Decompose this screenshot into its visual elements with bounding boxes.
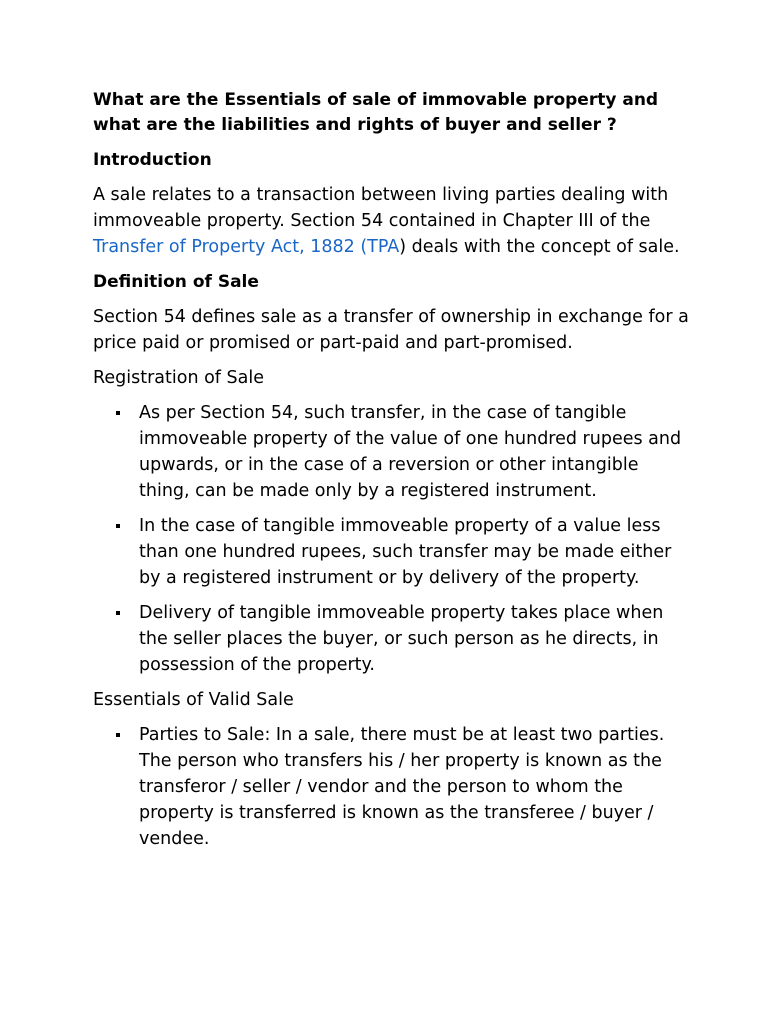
list-item xyxy=(93,722,693,852)
document-title: What are the Essentials of sale of immovable property and what are the liabilities and rights of buyer and seller ? xyxy=(93,90,659,135)
bullet-icon xyxy=(116,611,120,615)
registration-heading: Registration of Sale xyxy=(93,368,264,388)
intro-text-before-link: A sale relates to a transaction between living parties dealing with immoveable property. Section 54 contained in Chapter III of the xyxy=(93,185,669,231)
definition-heading: Definition of Sale xyxy=(93,272,259,292)
bullet-icon xyxy=(116,411,120,415)
list-item xyxy=(93,600,693,678)
bullet-icon xyxy=(116,524,120,528)
list-item-text: Parties to Sale: In a sale, there must be at least two parties. The person who transfers his / her property is known as the transferor / seller / vendor and the person to whom the property is transferred is known as the transferee / buyer / vendee. xyxy=(139,725,665,849)
document-page xyxy=(93,88,693,852)
intro-text-after-link: ) deals with the concept of sale. xyxy=(399,237,680,257)
list-item-text: As per Section 54, such transfer, in the case of tangible immoveable property of the value of one hundred rupees and upwards, or in the case of a reversion or other intangible thing, can be made only by a registered instrument. xyxy=(139,403,682,501)
essentials-heading: Essentials of Valid Sale xyxy=(93,690,294,710)
list-item-text: Delivery of tangible immoveable property takes place when the seller places the buyer, or such person as he directs, in possession of the property. xyxy=(139,603,664,675)
bullet-icon xyxy=(116,733,120,737)
introduction-heading: Introduction xyxy=(93,150,212,170)
introduction-paragraph xyxy=(93,182,693,260)
list-item xyxy=(93,400,693,504)
essentials-list xyxy=(93,722,693,852)
list-item-text: In the case of tangible immoveable property of a value less than one hundred rupees, such transfer may be made either by a registered instrument or by delivery of the property. xyxy=(139,516,672,588)
definition-paragraph: Section 54 defines sale as a transfer of ownership in exchange for a price paid or promised or part-paid and part-promised. xyxy=(93,307,689,353)
list-item xyxy=(93,513,693,591)
tpa-link[interactable]: Transfer of Property Act, 1882 (TPA xyxy=(93,237,400,257)
registration-list xyxy=(93,400,693,678)
